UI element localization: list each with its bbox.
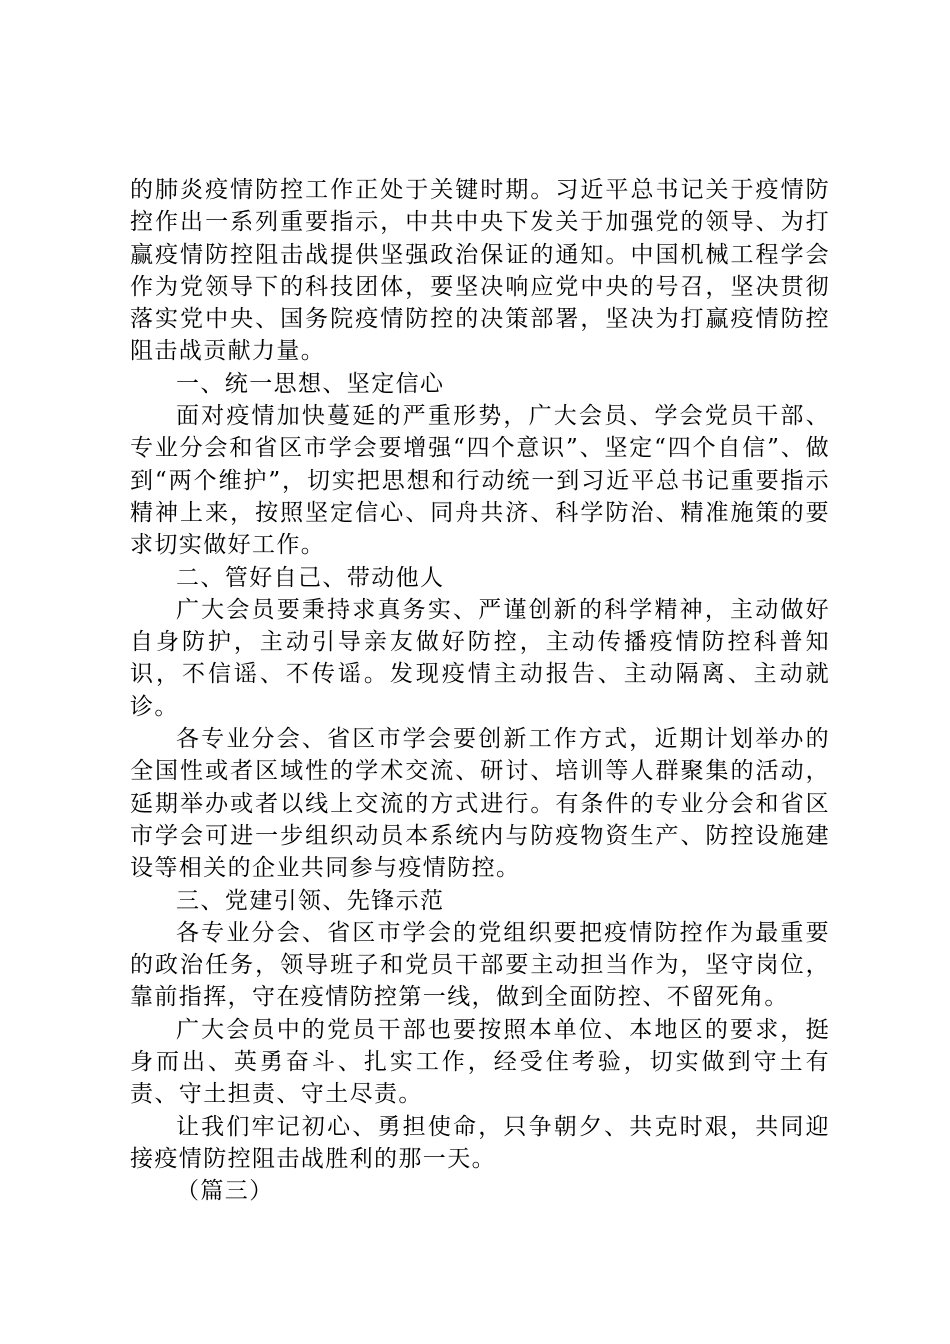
paragraph-unify-thinking: 面对疫情加快蔓延的严重形势，广大会员、学会党员干部、专业分会和省区市学会要增强“四个意识”、坚定“四个自信”、做到“两个维护”，切实把思想和行动统一到习近平总书记重要指示精神上来，按照坚定信心、同舟共济、科学防治、精准施策的要求切实做好工作。	[130, 403, 830, 559]
section-heading-1: 一、统一思想、坚定信心	[176, 370, 445, 397]
section-heading-2: 二、管好自己、带动他人	[176, 564, 445, 591]
paragraph-intro: 的肺炎疫情防控工作正处于关键时期。习近平总书记关于疫情防控作出一系列重要指示，中共中央下发关于加强党的领导、为打赢疫情防控阻击战提供坚强政治保证的通知。中国机械工程学会作为党领导下的科技团体，要坚决响应党中央的号召，坚决贯彻落实党中央、国务院疫情防控的决策部署，坚决为打赢疫情防控阻击战贡献力量。	[130, 177, 830, 365]
paragraph-party-organizations: 各专业分会、省区市学会的党组织要把疫情防控作为最重要的政治任务，领导班子和党员干部要主动担当作为，坚守岗位，靠前指挥，守在疫情防控第一线，做到全面防控、不留死角。	[130, 919, 830, 1011]
section-label-part-three: （篇三）	[176, 1178, 274, 1205]
paragraph-members-protection: 广大会员要秉持求真务实、严谨创新的科学精神，主动做好自身防护，主动引导亲友做好防控，主动传播疫情防控科普知识，不信谣、不传谣。发现疫情主动报告、主动隔离、主动就诊。	[130, 596, 830, 720]
paragraph-party-members: 广大会员中的党员干部也要按照本单位、本地区的要求，挺身而出、英勇奋斗、扎实工作，经受住考验，切实做到守土有责、守土担责、守土尽责。	[130, 1016, 830, 1108]
paragraph-closing: 让我们牢记初心、勇担使命，只争朝夕、共克时艰，共同迎接疫情防控阻击战胜利的那一天。	[130, 1113, 830, 1172]
document-body	[130, 174, 830, 1208]
section-heading-3: 三、党建引领、先锋示范	[176, 887, 445, 914]
paragraph-branches-work: 各专业分会、省区市学会要创新工作方式，近期计划举办的全国性或者区域性的学术交流、研讨、培训等人群聚集的活动，延期举办或者以线上交流的方式进行。有条件的专业分会和省区市学会可进一步组织动员本系统内与防疫物资生产、防控设施建设等相关的企业共同参与疫情防控。	[130, 726, 830, 882]
